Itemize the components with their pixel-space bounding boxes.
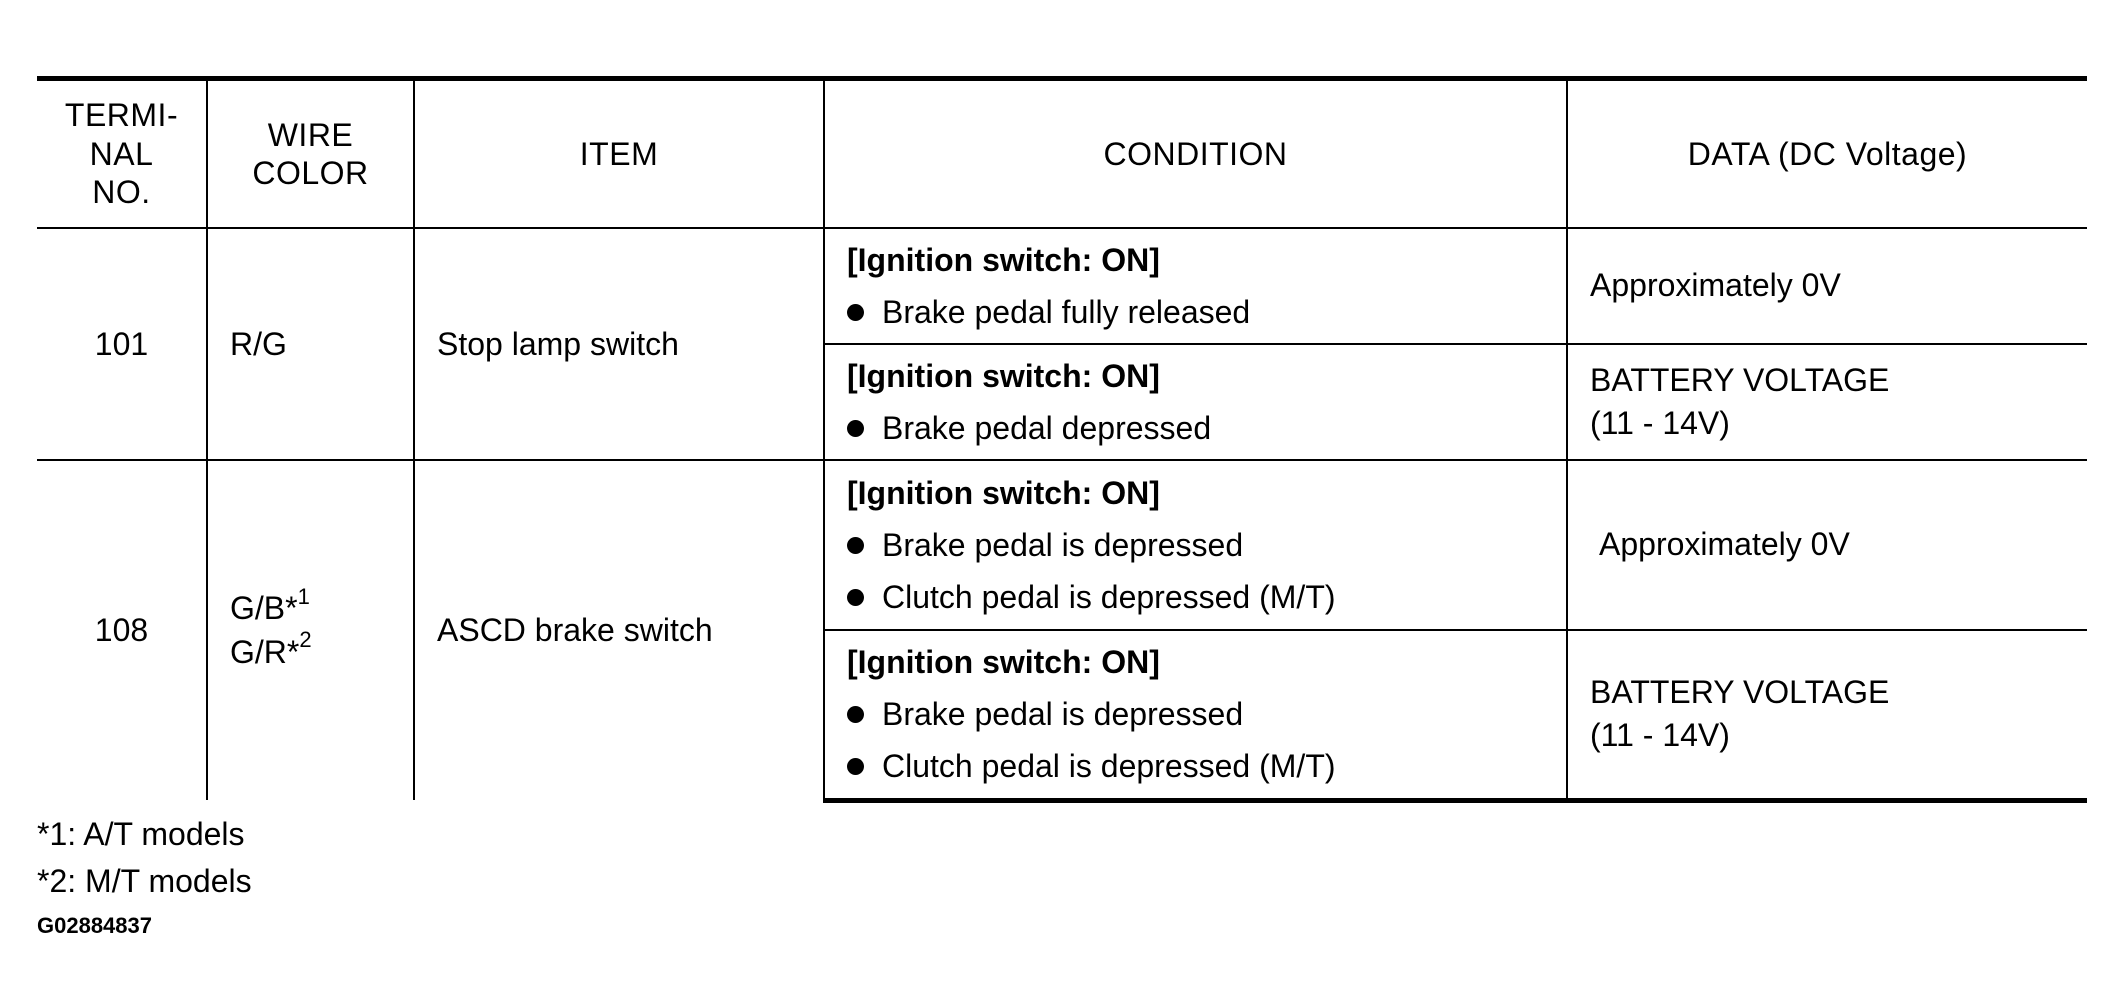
- bullet-icon: [847, 420, 864, 437]
- condition-item: [847, 288, 1544, 336]
- data-value: Approximately 0V: [1599, 526, 1850, 563]
- footnote-ref: 1: [297, 583, 310, 609]
- condition-item: [847, 521, 1544, 569]
- header-terminal-line: NO.: [92, 174, 151, 211]
- header-terminal-no: [37, 79, 207, 229]
- data-cell: [1567, 344, 2087, 460]
- wire-color-text: G/R*: [230, 633, 300, 670]
- condition-title: [Ignition switch: ON]: [847, 242, 1160, 278]
- condition-item-text: Brake pedal is depressed: [882, 527, 1244, 563]
- footnote: *2: M/T models: [37, 862, 252, 899]
- document: [37, 76, 2087, 941]
- data-value: (11 - 14V): [1590, 405, 1730, 441]
- data-cell: [1567, 460, 2087, 630]
- header-condition: CONDITION: [824, 79, 1567, 229]
- footnote: *1: A/T models: [37, 815, 245, 852]
- bullet-icon: [847, 304, 864, 321]
- wire-color-line: [230, 583, 391, 630]
- data-value: (11 - 14V): [1590, 717, 1730, 754]
- footnote-ref: 2: [299, 626, 312, 652]
- footnotes: [37, 813, 2087, 941]
- condition-item-text: Clutch pedal is depressed (M/T): [882, 748, 1336, 785]
- bullet-icon: [847, 537, 864, 554]
- table-row: [37, 228, 2087, 344]
- condition-item: [847, 404, 1544, 452]
- data-cell: [1567, 630, 2087, 800]
- table-header-row: [37, 79, 2087, 229]
- condition-item-text: Clutch pedal is depressed (M/T): [882, 579, 1336, 615]
- header-wire-color: [207, 79, 414, 229]
- wire-color-cell: [207, 460, 414, 800]
- condition-cell: [824, 460, 1567, 630]
- figure-id: G02884837: [37, 912, 152, 938]
- condition-item-text: Brake pedal is depressed: [882, 696, 1244, 733]
- terminal-no-cell: 101: [37, 228, 207, 460]
- item-cell: Stop lamp switch: [414, 228, 824, 460]
- condition-item: [847, 742, 1544, 790]
- wire-color-text: G/B*: [230, 590, 298, 627]
- item-cell: ASCD brake switch: [414, 460, 824, 800]
- bullet-icon: [847, 706, 864, 723]
- terminal-data-table: [37, 76, 2087, 803]
- header-wire-line: WIRE: [267, 116, 354, 153]
- data-value: BATTERY VOLTAGE: [1590, 674, 1890, 711]
- condition-cell: [824, 344, 1567, 460]
- wire-color-line: [230, 626, 391, 674]
- header-wire-line: COLOR: [252, 155, 369, 191]
- condition-cell: [824, 228, 1567, 344]
- condition-item: [847, 690, 1544, 738]
- condition-title: [Ignition switch: ON]: [847, 358, 1160, 394]
- wire-color-cell: R/G: [207, 228, 414, 460]
- header-data: DATA (DC Voltage): [1567, 79, 2087, 229]
- data-value: BATTERY VOLTAGE: [1590, 361, 1890, 398]
- header-item: ITEM: [414, 79, 824, 229]
- data-value: Approximately 0V: [1590, 267, 1841, 304]
- condition-title: [Ignition switch: ON]: [847, 475, 1160, 511]
- header-terminal-line: TERMI-: [64, 97, 179, 134]
- condition-cell: [824, 630, 1567, 800]
- table-row: [37, 460, 2087, 630]
- bullet-icon: [847, 758, 864, 775]
- condition-item-text: Brake pedal fully released: [882, 294, 1251, 330]
- condition-item: [847, 573, 1544, 621]
- data-cell: [1567, 228, 2087, 344]
- bullet-icon: [847, 589, 864, 606]
- terminal-no-cell: 108: [37, 460, 207, 800]
- header-terminal-line: NAL: [89, 135, 154, 172]
- condition-item-text: Brake pedal depressed: [882, 410, 1212, 446]
- condition-title: [Ignition switch: ON]: [847, 644, 1160, 681]
